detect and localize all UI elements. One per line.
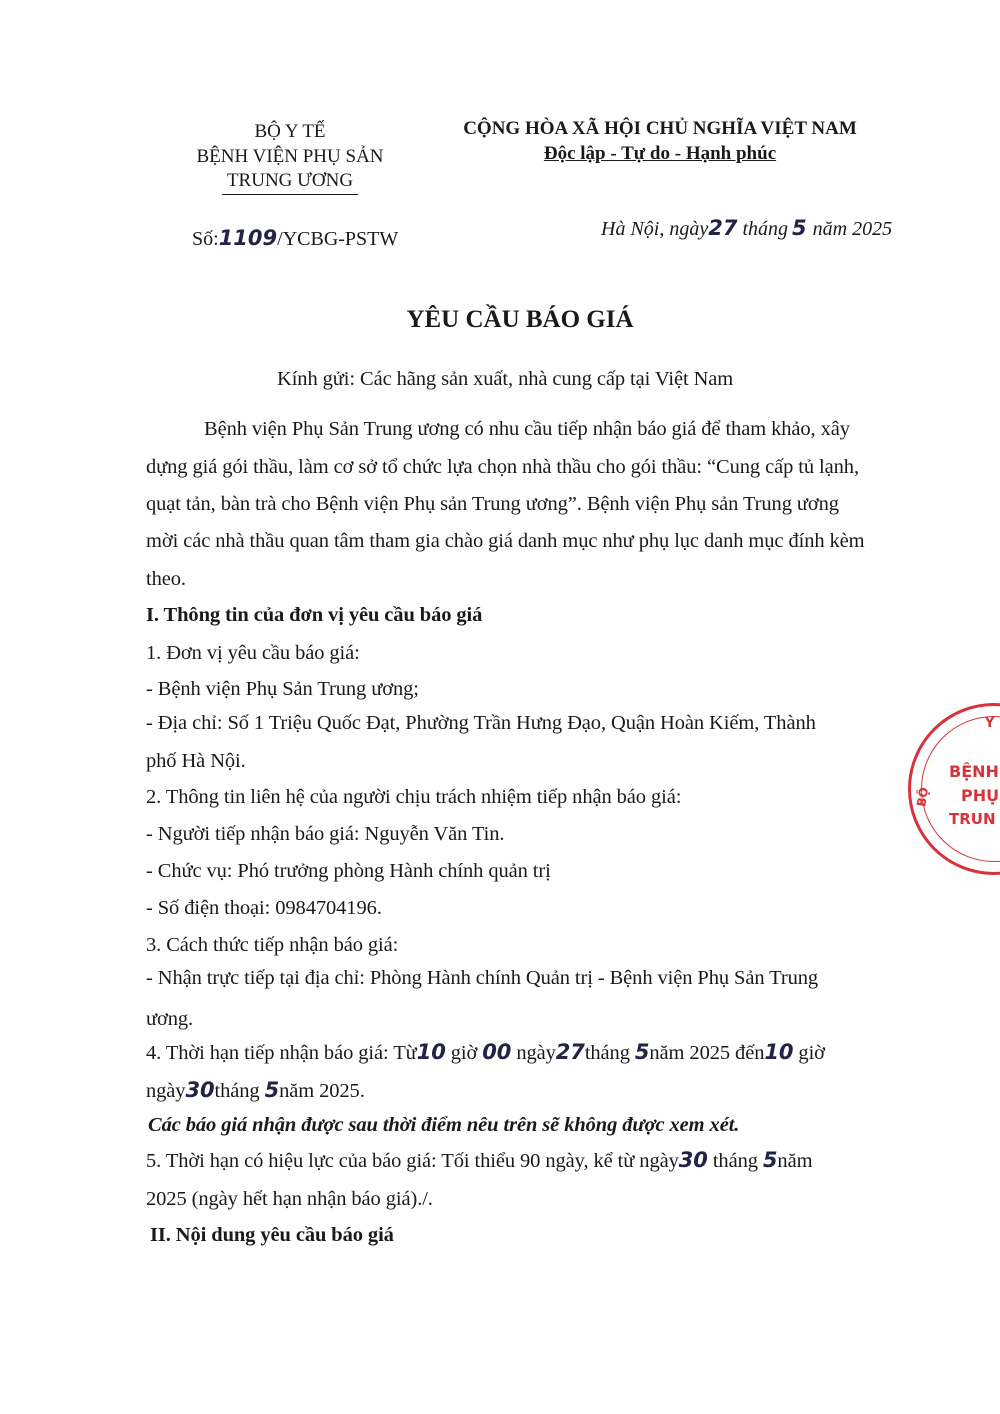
- document-date: Hà Nội, ngày27 tháng 5 năm 2025: [601, 216, 893, 240]
- seal-text-1: BỆNH: [949, 762, 999, 781]
- address-line-1: - Địa chỉ: Số 1 Triệu Quốc Đạt, Phường Trần Hưng Đạo, Quận Hoàn Kiếm, Thành: [146, 712, 816, 734]
- intro-line-3: quạt tản, bàn trà cho Bệnh viện Phụ sản Trung ương”. Bệnh viện Phụ sản Trung ương: [146, 493, 839, 515]
- section-2-heading: II. Nội dung yêu cầu báo giá: [150, 1224, 394, 1246]
- item-2: 2. Thông tin liên hệ của người chịu trách nhiệm tiếp nhận báo giá:: [146, 786, 682, 808]
- seal-text-5: Y: [985, 716, 995, 731]
- validity-day-handwritten: 30: [678, 1148, 708, 1172]
- date-day-handwritten: 27: [708, 216, 738, 240]
- header-left-divider: [222, 194, 358, 195]
- start-month-handwritten: 5: [634, 1040, 650, 1064]
- ref-number-handwritten: 1109: [218, 226, 278, 250]
- address-line-2: phố Hà Nội.: [146, 750, 246, 772]
- start-hour-handwritten: 10: [416, 1040, 446, 1064]
- recipient-line: Kính gửi: Các hãng sản xuất, nhà cung cấp tại Việt Nam: [277, 368, 734, 390]
- item-4-line-2: ngày30tháng 5năm 2025.: [146, 1078, 365, 1102]
- national-title: CỘNG HÒA XÃ HỘI CHỦ NGHĨA VIỆT NAM: [463, 118, 857, 139]
- intro-line-4: mời các nhà thầu quan tâm tham gia chào giá danh mục như phụ lục danh mục đính kèm: [146, 530, 865, 552]
- hospital-name-line2: TRUNG ƯƠNG: [226, 170, 354, 191]
- item-1: 1. Đơn vị yêu cầu báo giá:: [146, 642, 360, 664]
- unit-name: - Bệnh viện Phụ Sản Trung ương;: [146, 678, 419, 700]
- seal-text-4: BỘ: [914, 786, 932, 808]
- end-month-handwritten: 5: [264, 1078, 280, 1102]
- intro-line-1: Bệnh viện Phụ Sản Trung ương có nhu cầu tiếp nhận báo giá để tham khảo, xây: [204, 418, 850, 440]
- intro-line-5: theo.: [146, 568, 186, 590]
- start-minute-handwritten: 00: [482, 1040, 512, 1064]
- item-4-line-1: 4. Thời hạn tiếp nhận báo giá: Từ10 giờ 00 ngày27tháng 5năm 2025 đến10 giờ: [146, 1040, 825, 1064]
- date-month-handwritten: 5: [792, 216, 807, 240]
- hospital-name-line1: BỆNH VIỆN PHỤ SẢN: [196, 146, 384, 167]
- contact-position: - Chức vụ: Phó trưởng phòng Hành chính quản trị: [146, 860, 551, 882]
- seal-text-3: TRUN: [949, 810, 996, 828]
- validity-month-handwritten: 5: [762, 1148, 778, 1172]
- item-5-line-1: 5. Thời hạn có hiệu lực của báo giá: Tối thiểu 90 ngày, kể từ ngày30 tháng 5năm: [146, 1148, 813, 1172]
- seal-text-2: PHỤ: [961, 786, 1000, 805]
- end-hour-handwritten: 10: [764, 1040, 794, 1064]
- contact-phone: - Số điện thoại: 0984704196.: [146, 897, 382, 919]
- hospital-seal: [908, 703, 1000, 875]
- receive-line-2: ương.: [146, 1008, 194, 1030]
- late-notice: Các báo giá nhận được sau thời điểm nêu trên sẽ không được xem xét.: [148, 1114, 740, 1136]
- ministry-name: BỘ Y TẾ: [254, 121, 326, 142]
- document-reference: Số:1109/YCBG-PSTW: [192, 226, 399, 250]
- start-day-handwritten: 27: [555, 1040, 585, 1064]
- end-day-handwritten: 30: [185, 1078, 215, 1102]
- contact-person: - Người tiếp nhận báo giá: Nguyễn Văn Tin.: [146, 823, 505, 845]
- item-3: 3. Cách thức tiếp nhận báo giá:: [146, 934, 399, 956]
- intro-line-2: dựng giá gói thầu, làm cơ sở tổ chức lựa chọn nhà thầu cho gói thầu: “Cung cấp tủ lạnh,: [146, 456, 859, 478]
- section-1-heading: I. Thông tin của đơn vị yêu cầu báo giá: [146, 604, 483, 626]
- national-motto: Độc lập - Tự do - Hạnh phúc: [543, 143, 777, 164]
- document-title: YÊU CẦU BÁO GIÁ: [406, 306, 634, 333]
- receive-line-1: - Nhận trực tiếp tại địa chỉ: Phòng Hành chính Quản trị - Bệnh viện Phụ Sản Trung: [146, 967, 819, 989]
- item-5-line-2: 2025 (ngày hết hạn nhận báo giá)./.: [146, 1188, 433, 1210]
